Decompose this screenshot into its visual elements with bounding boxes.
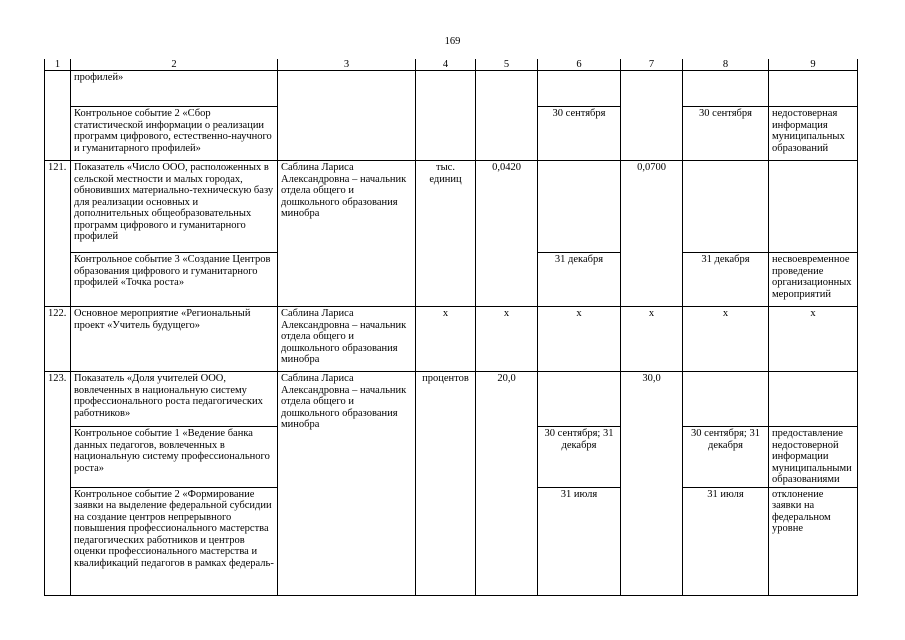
cell-date-end: х — [683, 307, 769, 372]
cell-description: Контрольное событие 1 «Ведение банка данных педагогов, вовлеченных в национальную систему профессионального роста» — [71, 427, 278, 488]
cell-description: профилей» — [71, 71, 278, 107]
cell-number — [45, 71, 71, 161]
cell-risk: несвоевременное проведение организационных мероприятий — [769, 253, 858, 307]
column-header: 3 — [278, 59, 416, 71]
cell-description: Показатель «Доля учителей ООО, вовлеченных в национальную систему профессионального роста педагогических работников» — [71, 372, 278, 427]
cell-description: Контрольное событие 2 «Сбор статистической информации о реализации программ цифрового, естественно-научного и гуманитарного профилей» — [71, 107, 278, 161]
cell-responsible: Саблина Лариса Александровна – начальник отдела общего и дошкольного образования минобра — [278, 372, 416, 596]
cell-risk — [769, 161, 858, 253]
cell-date-start: 31 июля — [538, 487, 621, 595]
table-row — [45, 372, 858, 427]
cell-date-end — [683, 161, 769, 253]
cell-date-start: 30 сентября; 31 декабря — [538, 427, 621, 488]
cell-risk: предоставление недостоверной информации муниципальными образованиями — [769, 427, 858, 488]
cell-date-end: 30 сентября; 31 декабря — [683, 427, 769, 488]
cell-value-end: 0,0700 — [621, 161, 683, 307]
cell-date-start: 31 декабря — [538, 253, 621, 307]
cell-number: 122. — [45, 307, 71, 372]
table-row — [45, 307, 858, 372]
cell-risk: отклонение заявки на федеральном уровне — [769, 487, 858, 595]
cell-date-end: 31 декабря — [683, 253, 769, 307]
cell-description: Контрольное событие 2 «Формирование заявки на выделение федеральной субсидии на создание центров непрерывного повышения профессионального мастерства педагогических работников и центров оценки профессионального мастерства и квалификаций педагогов в рамках федераль- — [71, 487, 278, 595]
cell-value-end: 30,0 — [621, 372, 683, 596]
cell-responsible: Саблина Лариса Александровна – начальник отдела общего и дошкольного образования минобра — [278, 161, 416, 307]
cell-number: 123. — [45, 372, 71, 596]
cell-value-start — [476, 71, 538, 161]
column-header: 9 — [769, 59, 858, 71]
cell-responsible — [278, 71, 416, 161]
cell-date-end — [683, 372, 769, 427]
cell-risk — [769, 71, 858, 107]
cell-date-start — [538, 372, 621, 427]
cell-date-start — [538, 71, 621, 107]
page-number: 169 — [444, 36, 461, 47]
cell-description: Основное мероприятие «Региональный проект «Учитель будущего» — [71, 307, 278, 372]
cell-date-start: 30 сентября — [538, 107, 621, 161]
cell-value-start: 20,0 — [476, 372, 538, 596]
column-header: 1 — [45, 59, 71, 71]
table-row — [45, 71, 858, 107]
cell-date-end: 30 сентября — [683, 107, 769, 161]
cell-unit: процентов — [416, 372, 476, 596]
column-header: 8 — [683, 59, 769, 71]
cell-date-start: х — [538, 307, 621, 372]
cell-description: Показатель «Число ООО, расположенных в сельской местности и малых городах, обновивших материально-техническую базу для реализации основных и дополнительных общеобразовательных программ цифрового и гуманитарного профилей — [71, 161, 278, 253]
cell-risk: недостоверная информация муниципальных образований — [769, 107, 858, 161]
plan-table — [44, 59, 858, 596]
column-header: 4 — [416, 59, 476, 71]
column-header: 6 — [538, 59, 621, 71]
cell-responsible: Саблина Лариса Александровна – начальник отдела общего и дошкольного образования минобра — [278, 307, 416, 372]
cell-value-start: 0,0420 — [476, 161, 538, 307]
cell-number: 121. — [45, 161, 71, 307]
column-header: 7 — [621, 59, 683, 71]
cell-description: Контрольное событие 3 «Создание Центров образования цифрового и гуманитарного профилей «Точка роста» — [71, 253, 278, 307]
table-row — [45, 161, 858, 253]
cell-unit: х — [416, 307, 476, 372]
column-header: 5 — [476, 59, 538, 71]
cell-value-end — [621, 71, 683, 161]
cell-date-start — [538, 161, 621, 253]
header-row — [45, 59, 858, 71]
cell-risk: х — [769, 307, 858, 372]
cell-value-start: х — [476, 307, 538, 372]
cell-risk — [769, 372, 858, 427]
cell-date-end: 31 июля — [683, 487, 769, 595]
column-header: 2 — [71, 59, 278, 71]
cell-unit: тыс. единиц — [416, 161, 476, 307]
cell-unit — [416, 71, 476, 161]
cell-value-end: х — [621, 307, 683, 372]
cell-date-end — [683, 71, 769, 107]
